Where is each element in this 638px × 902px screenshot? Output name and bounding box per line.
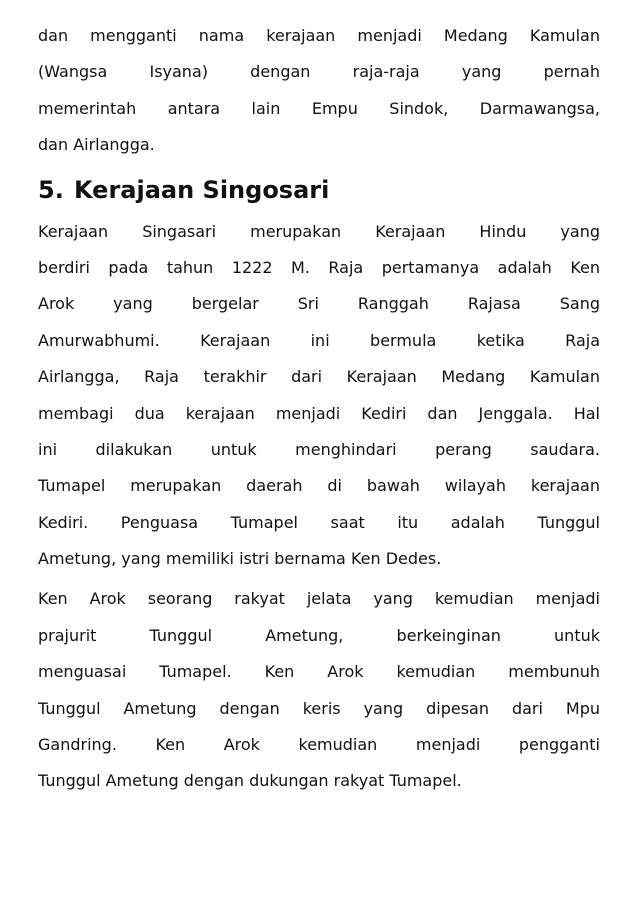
text-line: prajurit Tunggul Ametung, berkeinginan untuk bbox=[38, 625, 600, 645]
section-number: 5. bbox=[38, 175, 64, 204]
text-line: Gandring. Ken Arok kemudian menjadi pengganti bbox=[38, 735, 600, 755]
text-line: Kerajaan Singasari merupakan Kerajaan Hindu yang bbox=[38, 221, 600, 241]
text-line: (Wangsa Isyana) dengan raja-raja yang pernah bbox=[38, 62, 600, 82]
text-line: Airlangga, Raja terakhir dari Kerajaan Medang Kamulan bbox=[38, 367, 600, 387]
section-title: Kerajaan Singosari bbox=[74, 175, 330, 204]
text-line: dan mengganti nama kerajaan menjadi Medang Kamulan bbox=[38, 26, 600, 45]
text-line: ini dilakukan untuk menghindari perang saudara. bbox=[38, 439, 600, 459]
spacer bbox=[38, 164, 600, 168]
document-page bbox=[38, 18, 600, 800]
text-line: Arok yang bergelar Sri Ranggah Rajasa Sang bbox=[38, 294, 600, 314]
text-line: Ametung, yang memiliki istri bernama Ken Dedes. bbox=[38, 549, 442, 569]
text-line: memerintah antara lain Empu Sindok, Darmawangsa, bbox=[38, 98, 600, 118]
text-line: Tunggul Ametung dengan keris yang dipesan dari Mpu bbox=[38, 698, 600, 718]
text-line: berdiri pada tahun 1222 M. Raja pertamanya adalah Ken bbox=[38, 257, 600, 277]
text-line: Kediri. Penguasa Tumapel saat itu adalah Tunggul bbox=[38, 512, 600, 532]
paragraph-singosari-2 bbox=[38, 581, 600, 799]
text-line: Tumapel merupakan daerah di bawah wilayah kerajaan bbox=[38, 476, 600, 496]
text-line: membagi dua kerajaan menjadi Kediri dan Jenggala. Hal bbox=[38, 403, 600, 423]
text-line: dan Airlangga. bbox=[38, 135, 155, 155]
text-line: Tunggul Ametung dengan dukungan rakyat Tumapel. bbox=[38, 771, 462, 791]
section-heading bbox=[38, 172, 600, 208]
intro-paragraph bbox=[38, 18, 600, 164]
text-line: Amurwabhumi. Kerajaan ini bermula ketika Raja bbox=[38, 330, 600, 350]
paragraph-singosari-1 bbox=[38, 214, 600, 578]
text-line: menguasai Tumapel. Ken Arok kemudian membunuh bbox=[38, 662, 600, 682]
text-line: Ken Arok seorang rakyat jelata yang kemudian menjadi bbox=[38, 589, 600, 609]
